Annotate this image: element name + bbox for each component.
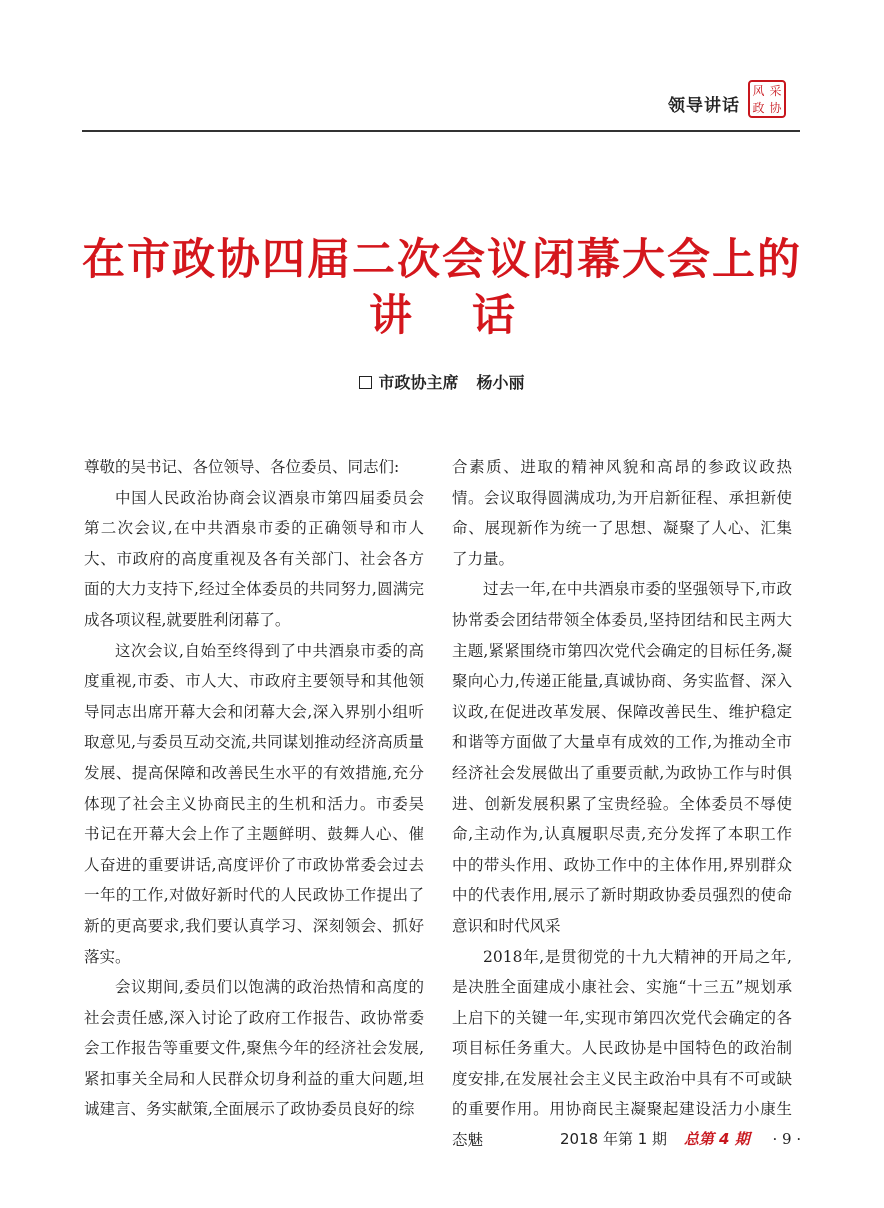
paragraph: 合素质、进取的精神风貌和高昂的参政议政热情。会议取得圆满成功,为开启新征程、承担新使命、展现新作为统一了思想、凝聚了人心、汇集了力量。 (452, 458, 792, 568)
article-title-line2: 讲话 (369, 291, 575, 341)
paragraph: 过去一年,在中共酒泉市委的坚强领导下,市政协常委会团结带领全体委员,坚持团结和民主两大主题,紧紧围绕市第四次党代会确定的目标任务,凝聚向心力,传递正能量,真诚协商、务实监督、深入议政,在促进改革发展、保障改善民生、维护稳定和谐等方面做了大量卓有成效的工作,为推动全市经济社会发展做出了重要贡献,为政协工作与时俱进、创新发展积累了宝贵经验。全体委员不辱使命,主动作为,认真履职尽责,充分发挥了本职工作中的带头作用、政协工作中的主体作用,界别群众中的代表作用,展示了新时期政协委员强烈的使命意识和时代风采 (452, 580, 792, 935)
left-column (84, 452, 424, 1125)
seal-char: 风 (752, 83, 765, 98)
paragraph: 2018年,是贯彻党的十九大精神的开局之年,是决胜全面建成小康社会、实施“十三五”规划承上启下的关键一年,实现市第四次党代会确定的各项目标任务重大。人民政协是中国特色的政治制度安排,在发展社会主义民主政治中具有不可或缺的重要作用。用协商民主凝聚起建设活力小康生态魅 (452, 947, 792, 1150)
right-column (452, 452, 792, 1156)
byline-box-icon (359, 376, 372, 389)
author-role: 市政协主席 (378, 373, 459, 392)
header-rule (82, 130, 800, 132)
page-number: · 9 · (772, 1130, 802, 1148)
paragraph: 中国人民政治协商会议酒泉市第四届委员会第二次会议,在中共酒泉市委的正确领导和市人大、市政府的高度重视及各有关部门、社会各方面的大力支持下,经过全体委员的共同努力,圆满完成各项议程,就要胜利闭幕了。 (84, 488, 424, 629)
seal-char: 协 (769, 100, 782, 115)
column-seal-logo (748, 80, 786, 118)
byline (0, 370, 884, 393)
article-title-line1: 在市政协四届二次会议闭幕大会上的 (82, 235, 802, 285)
paragraph: 尊敬的吴书记、各位领导、各位委员、同志们: (84, 458, 400, 476)
section-label: 领导讲话 (668, 96, 740, 116)
seal-char: 采 (769, 83, 782, 98)
author-name: 杨小丽 (476, 373, 525, 392)
paragraph: 会议期间,委员们以饱满的政治热情和高度的社会责任感,深入讨论了政府工作报告、政协常委会工作报告等重要文件,聚焦今年的经济社会发展,紧扣事关全局和人民群众切身利益的重大问题,坦诚建言、务实献策,全面展示了政协委员良好的综 (84, 978, 424, 1119)
seal-char: 政 (752, 100, 765, 115)
footer-date-issue: 2018 年第 1 期 (560, 1130, 668, 1148)
footer-issue-mark: 总第 4 期 (683, 1130, 750, 1148)
paragraph: 这次会议,自始至终得到了中共酒泉市委的高度重视,市委、市人大、市政府主要领导和其他领导同志出席开幕大会和闭幕大会,深入界别小组听取意见,与委员互动交流,共同谋划推动经济高质量发展、提高保障和改善民生水平的有效措施,充分体现了社会主义协商民主的生机和活力。市委吴书记在开幕大会上作了主题鲜明、鼓舞人心、催人奋进的重要讲话,高度评价了市政协常委会过去一年的工作,对做好新时代的人民政协工作提出了新的更高要求,我们要认真学习、深刻领会、抓好落实。 (84, 641, 424, 966)
page-footer (560, 1128, 801, 1149)
